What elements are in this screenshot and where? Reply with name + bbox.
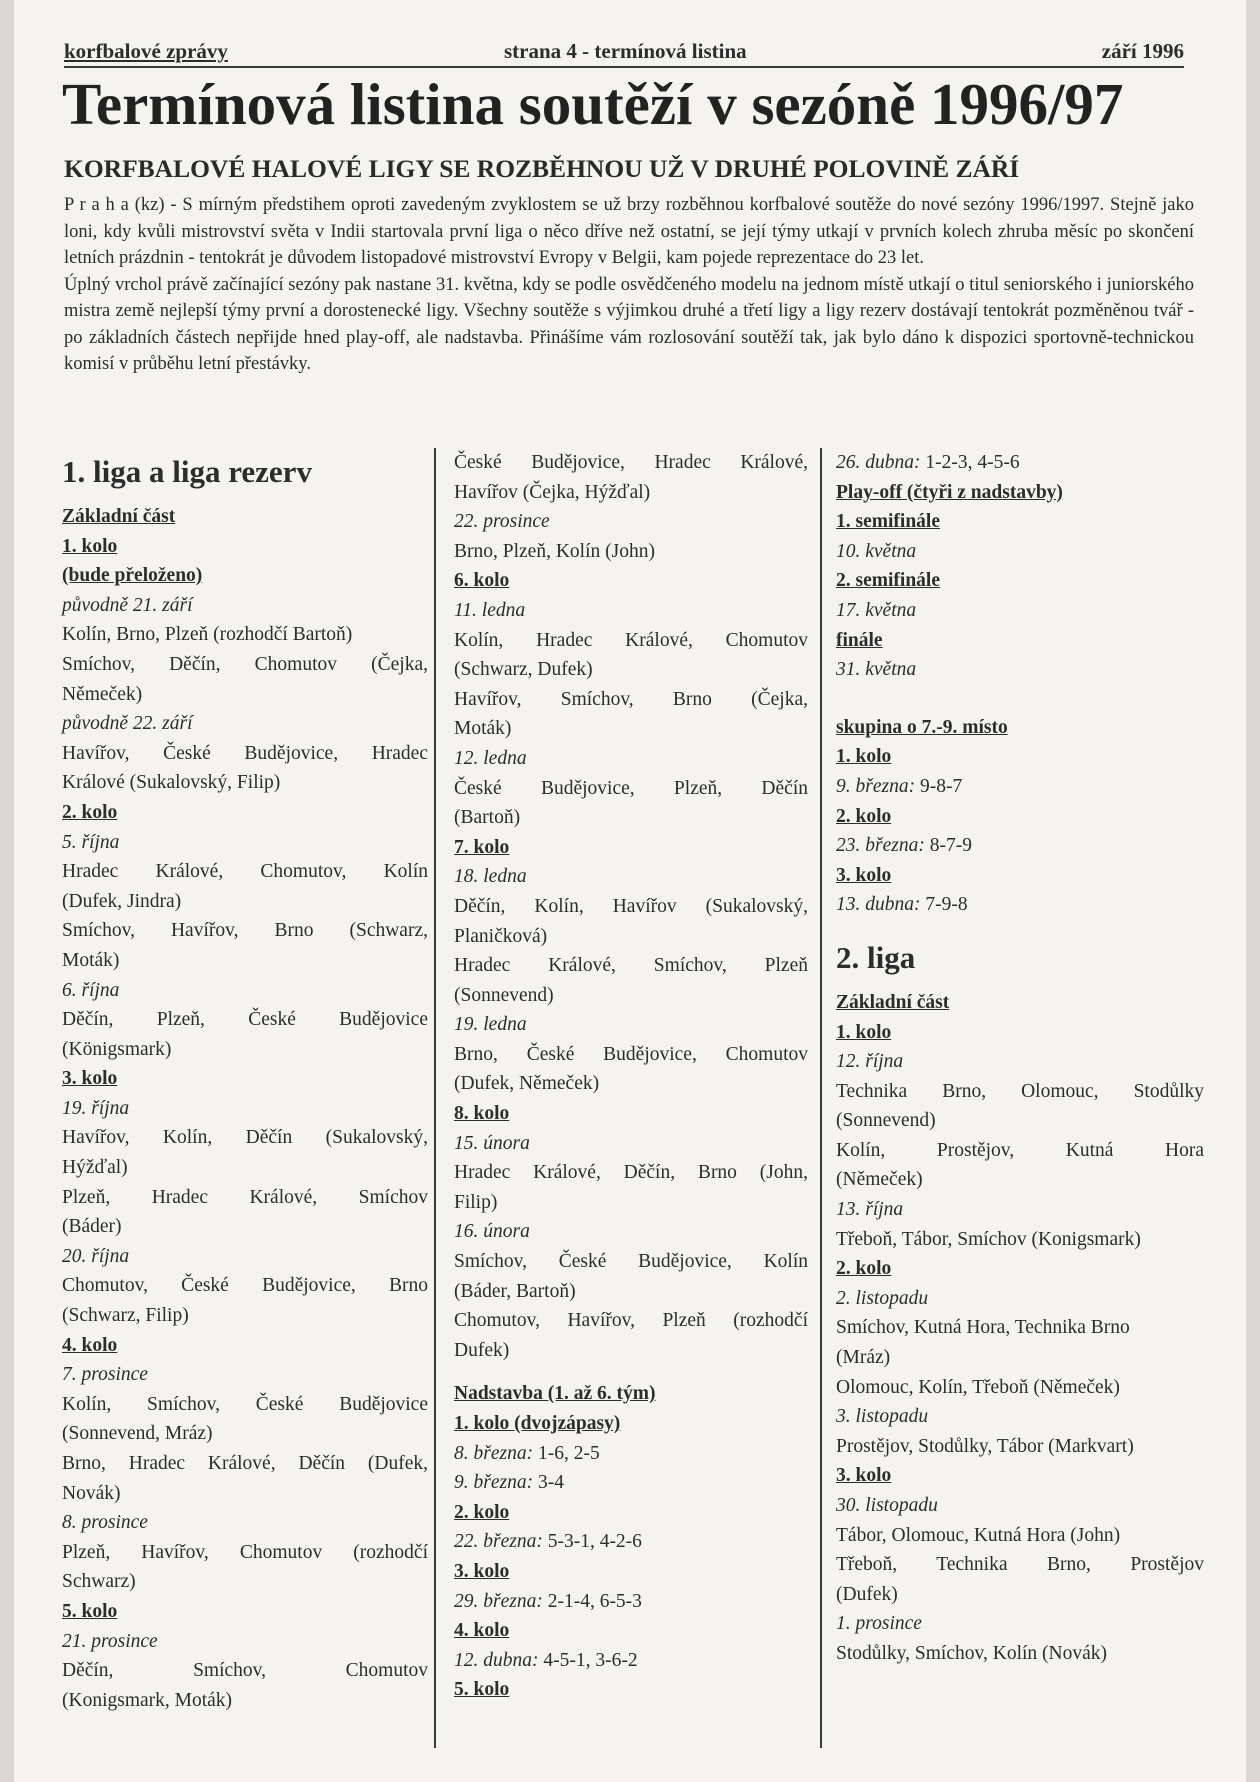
pairing: 9-8-7: [915, 775, 963, 797]
pairing: 1-6, 2-5: [533, 1442, 600, 1464]
match-date: 7. prosince: [62, 1364, 148, 1386]
fixture-line: Hýžďal): [62, 1157, 128, 1179]
fixture-line: Dufek): [454, 1339, 510, 1361]
fixture-line: Schwarz): [62, 1571, 136, 1593]
fixture-line: Smíchov, Havířov, Brno (Schwarz,: [62, 920, 428, 942]
match-date: 9. března:: [454, 1472, 534, 1494]
column-first-league-continued: [454, 448, 808, 1705]
round-heading: 5. kolo: [62, 1600, 118, 1622]
fixture-line: Brno, Hradec Králové, Děčín (Dufek,: [62, 1453, 428, 1474]
match-date: 31. května: [836, 659, 917, 681]
match-date: 22. března:: [454, 1531, 543, 1553]
schedule-subheading: Nadstavba (1. až 6. tým): [454, 1383, 656, 1405]
running-header: [64, 36, 1184, 68]
fixture-line: [454, 1646, 808, 1676]
match-date: 11. ledna: [454, 599, 526, 621]
match-date: 15. února: [454, 1132, 530, 1154]
fixture-line: (Dufek, Němeček): [454, 1073, 600, 1095]
schedule-subheading: Play-off (čtyři z nadstavby): [836, 481, 1063, 503]
round-note: (bude přeloženo): [62, 565, 203, 587]
round-heading: 3. kolo: [62, 1068, 118, 1090]
round-heading: 1. kolo: [836, 1021, 892, 1043]
match-date: 6. října: [62, 979, 120, 1001]
fixture-line: (Dufek): [836, 1583, 898, 1605]
round-heading: 4. kolo: [62, 1334, 118, 1356]
fixture-line: (Königsmark): [62, 1038, 172, 1060]
fixture-line: Třeboň, Tábor, Smíchov (Konigsmark): [836, 1228, 1141, 1250]
match-date: 26. dubna:: [836, 452, 921, 473]
article-subtitle: KORFBALOVÉ HALOVÉ LIGY SE ROZBĚHNOU UŽ V DRUHÉ POLOVINĚ ZÁŘÍ: [64, 154, 1020, 183]
match-date: 8. března:: [454, 1442, 534, 1464]
fixture-line: [836, 890, 1204, 920]
fixture-line: Havířov, Smíchov, Brno (Čejka,: [454, 688, 808, 710]
round-heading: 1. kolo (dvojzápasy): [454, 1413, 621, 1434]
round-heading: 6. kolo: [454, 570, 510, 592]
fixture-line: [836, 831, 1204, 861]
match-date: 13. října: [836, 1199, 904, 1221]
round-heading: 2. kolo: [62, 801, 118, 823]
fixture-line: Smíchov, Děčín, Chomutov (Čejka,: [62, 653, 428, 675]
fixture-line: Stodůlky, Smíchov, Kolín (Novák): [836, 1642, 1108, 1664]
fixture-line: (Sonnevend): [836, 1110, 936, 1132]
match-date: původně 21. září: [62, 594, 193, 616]
fixture-line: (Báder): [62, 1216, 122, 1238]
match-date: 19. října: [62, 1097, 130, 1119]
fixture-line: Tábor, Olomouc, Kutná Hora (John): [836, 1524, 1121, 1546]
round-heading: 3. kolo: [836, 1465, 892, 1487]
match-date: 12. dubna:: [454, 1649, 539, 1671]
fixture-line: Kolín, Smíchov, České Budějovice: [62, 1393, 428, 1415]
match-date: 19. ledna: [454, 1014, 527, 1036]
fixture-line: Filip): [454, 1191, 498, 1213]
fixture-line: (Báder, Bartoň): [454, 1280, 576, 1302]
fixture-line: Havířov, Kolín, Děčín (Sukalovský,: [62, 1127, 428, 1149]
article-title: Termínová listina soutěží v sezóně 1996/97: [62, 71, 1124, 137]
fixture-line: Smíchov, České Budějovice, Kolín: [454, 1251, 808, 1273]
pairing: 5-3-1, 4-2-6: [542, 1531, 642, 1553]
fixture-line: [836, 448, 1204, 478]
fixture-line: Brno, České Budějovice, Chomutov: [454, 1043, 808, 1065]
fixture-line: Havířov (Čejka, Hýžďal): [454, 481, 651, 503]
fixture-line: (Sonnevend, Mráz): [62, 1423, 213, 1445]
fixture-line: Brno, Plzeň, Kolín (John): [454, 540, 655, 562]
match-date: 16. února: [454, 1221, 530, 1243]
fixture-line: Moták): [62, 949, 120, 971]
pairing: 7-9-8: [920, 894, 968, 916]
pairing: 2-1-4, 6-5-3: [542, 1590, 642, 1612]
fixture-line: Planičková): [454, 925, 548, 947]
match-date: 5. října: [62, 831, 120, 853]
fixture-line: Prostějov, Stodůlky, Tábor (Markvart): [836, 1435, 1134, 1457]
column-divider-1: [434, 448, 436, 1748]
match-date: 17. května: [836, 599, 917, 621]
fixture-line: Technika Brno, Olomouc, Stodůlky: [836, 1080, 1204, 1102]
fixture-line: (Sonnevend): [454, 984, 554, 1006]
fixture-line: Třeboň, Technika Brno, Prostějov: [836, 1554, 1204, 1576]
match-date: 2. listopadu: [836, 1287, 929, 1309]
fixture-line: Kolín, Brno, Plzeň (rozhodčí Bartoň): [62, 624, 353, 646]
fixture-line: (Bartoň): [454, 807, 521, 829]
match-date: 29. března:: [454, 1590, 543, 1612]
column-divider-2: [820, 448, 822, 1748]
fixture-line: Hradec Králové, Chomutov, Kolín: [62, 861, 428, 883]
pairing: 1-2-3, 4-5-6: [920, 452, 1020, 473]
column-playoff-and-second-league: [836, 448, 1204, 1669]
match-date: 30. listopadu: [836, 1495, 938, 1516]
round-heading: 4. kolo: [454, 1620, 510, 1642]
match-date: 1. prosince: [836, 1613, 922, 1635]
fixture-line: (Schwarz, Dufek): [454, 659, 593, 681]
match-date: 23. března:: [836, 835, 925, 857]
match-date: 20. října: [62, 1245, 130, 1267]
intro-paragraph-2: Úplný vrchol právě začínající sezóny pak nastane 31. května, kdy se podle osvědčeného modelu na jednom místě utkají o titul seniorského i juniorského mistra země nejlepší týmy první a dorostenecké ligy. Všechny soutěže s výjimkou druhé a třetí ligy a ligy rezerv dostávají tentokrát pozměněnou tvář - po základních částech nepřijde hned play-off, ale nadstavba. Přinášíme vám rozlosování soutěží tak, jak bylo dáno k dispozici sportovně-technickou komisí v průběhu letní přestávky.: [64, 274, 1194, 374]
pairing: 4-5-1, 3-6-2: [538, 1649, 638, 1671]
round-heading: 2. semifinále: [836, 570, 940, 592]
fixture-line: (Konigsmark, Moták): [62, 1689, 233, 1711]
fixture-line: České Budějovice, Hradec Králové,: [454, 452, 808, 473]
article-intro: [64, 192, 1194, 378]
fixture-line: Plzeň, Havířov, Chomutov (rozhodčí: [62, 1541, 428, 1563]
fixture-line: Hradec Králové, Smíchov, Plzeň: [454, 955, 808, 977]
match-date: 12. ledna: [454, 747, 527, 769]
fixture-line: Děčín, Smíchov, Chomutov: [62, 1660, 428, 1682]
intro-paragraph-1: P r a h a (kz) - S mírným předstihem oproti zavedeným zvyklostem se už brzy rozběhnou korfbalové soutěže do nové sezóny 1996/1997. Stejně jako loni, kdy kvůli mistrovství světa v Indii startovala první liga o něco dříve než ostatní, se její týmy utkají v prvních kolech zhruba měsíc po skončení letních prázdnin - tentokrát je důvodem listopadové mistrovství Evropy v Belgii, kam pojede reprezentace do 23 let.: [64, 195, 1194, 268]
pairing: 3-4: [533, 1472, 564, 1494]
match-date: 8. prosince: [62, 1512, 148, 1534]
fixture-line: Novák): [62, 1482, 121, 1504]
fixture-line: [454, 1439, 808, 1469]
match-date: 12. října: [836, 1051, 904, 1073]
round-heading: 2. kolo: [454, 1501, 510, 1523]
fixture-line: (Mráz): [836, 1347, 891, 1369]
round-heading: 1. semifinále: [836, 511, 940, 533]
match-date: 13. dubna:: [836, 894, 921, 916]
fixture-line: Chomutov, Havířov, Plzeň (rozhodčí: [454, 1310, 808, 1332]
match-date: 22. prosince: [454, 511, 550, 533]
fixture-line: Smíchov, Kutná Hora, Technika Brno: [836, 1317, 1130, 1339]
fixture-line: (Dufek, Jindra): [62, 890, 182, 912]
match-date: 21. prosince: [62, 1630, 158, 1652]
fixture-line: Moták): [454, 718, 512, 740]
fixture-line: Hradec Králové, Děčín, Brno (John,: [454, 1162, 808, 1184]
fixture-line: [454, 1587, 808, 1617]
header-publication-name: korfbalové zprávy: [64, 39, 228, 63]
match-date: 9. března:: [836, 775, 916, 797]
round-heading: finále: [836, 629, 883, 651]
header-issue-date: září 1996: [1101, 39, 1184, 63]
round-heading: 7. kolo: [454, 836, 510, 858]
schedule-subheading: skupina o 7.-9. místo: [836, 716, 1008, 738]
fixture-line: Plzeň, Hradec Králové, Smíchov: [62, 1186, 428, 1208]
section-heading: 2. liga: [836, 939, 916, 975]
fixture-line: Děčín, Plzeň, České Budějovice: [62, 1009, 428, 1031]
fixture-line: Kolín, Prostějov, Kutná Hora: [836, 1139, 1204, 1161]
round-heading: 2. kolo: [836, 805, 892, 827]
fixture-line: Kolín, Hradec Králové, Chomutov: [454, 629, 808, 651]
fixture-line: (Němeček): [836, 1169, 923, 1191]
fixture-line: [454, 1468, 808, 1498]
schedule-subheading: Základní část: [836, 991, 950, 1013]
fixture-line: Havířov, České Budějovice, Hradec: [62, 742, 428, 764]
fixture-line: Králové (Sukalovský, Filip): [62, 772, 281, 794]
round-heading: 3. kolo: [454, 1560, 510, 1582]
fixture-line: Němeček): [62, 683, 143, 705]
pairing: 8-7-9: [924, 835, 972, 857]
round-heading: 1. kolo: [62, 535, 118, 557]
match-date: původně 22. září: [62, 713, 193, 735]
fixture-line: Olomouc, Kolín, Třeboň (Němeček): [836, 1376, 1120, 1398]
newsletter-page: [14, 0, 1246, 1782]
section-heading: 1. liga a liga rezerv: [62, 454, 312, 489]
round-heading: 8. kolo: [454, 1103, 510, 1125]
round-heading: 3. kolo: [836, 864, 892, 886]
fixture-line: České Budějovice, Plzeň, Děčín: [454, 777, 808, 799]
match-date: 18. ledna: [454, 866, 527, 888]
match-date: 10. května: [836, 540, 917, 562]
fixture-line: [836, 772, 1204, 802]
fixture-line: Děčín, Kolín, Havířov (Sukalovský,: [454, 895, 808, 917]
header-page-label: strana 4 - termínová listina: [504, 39, 747, 63]
fixture-line: Chomutov, České Budějovice, Brno: [62, 1275, 428, 1297]
schedule-subheading: Základní část: [62, 506, 176, 527]
fixture-line: (Schwarz, Filip): [62, 1305, 189, 1327]
round-heading: 5. kolo: [454, 1679, 510, 1701]
column-first-league: [62, 448, 428, 1715]
round-heading: 1. kolo: [836, 746, 892, 768]
match-date: 3. listopadu: [836, 1406, 929, 1428]
round-heading: 2. kolo: [836, 1258, 892, 1280]
fixture-line: [454, 1527, 808, 1557]
